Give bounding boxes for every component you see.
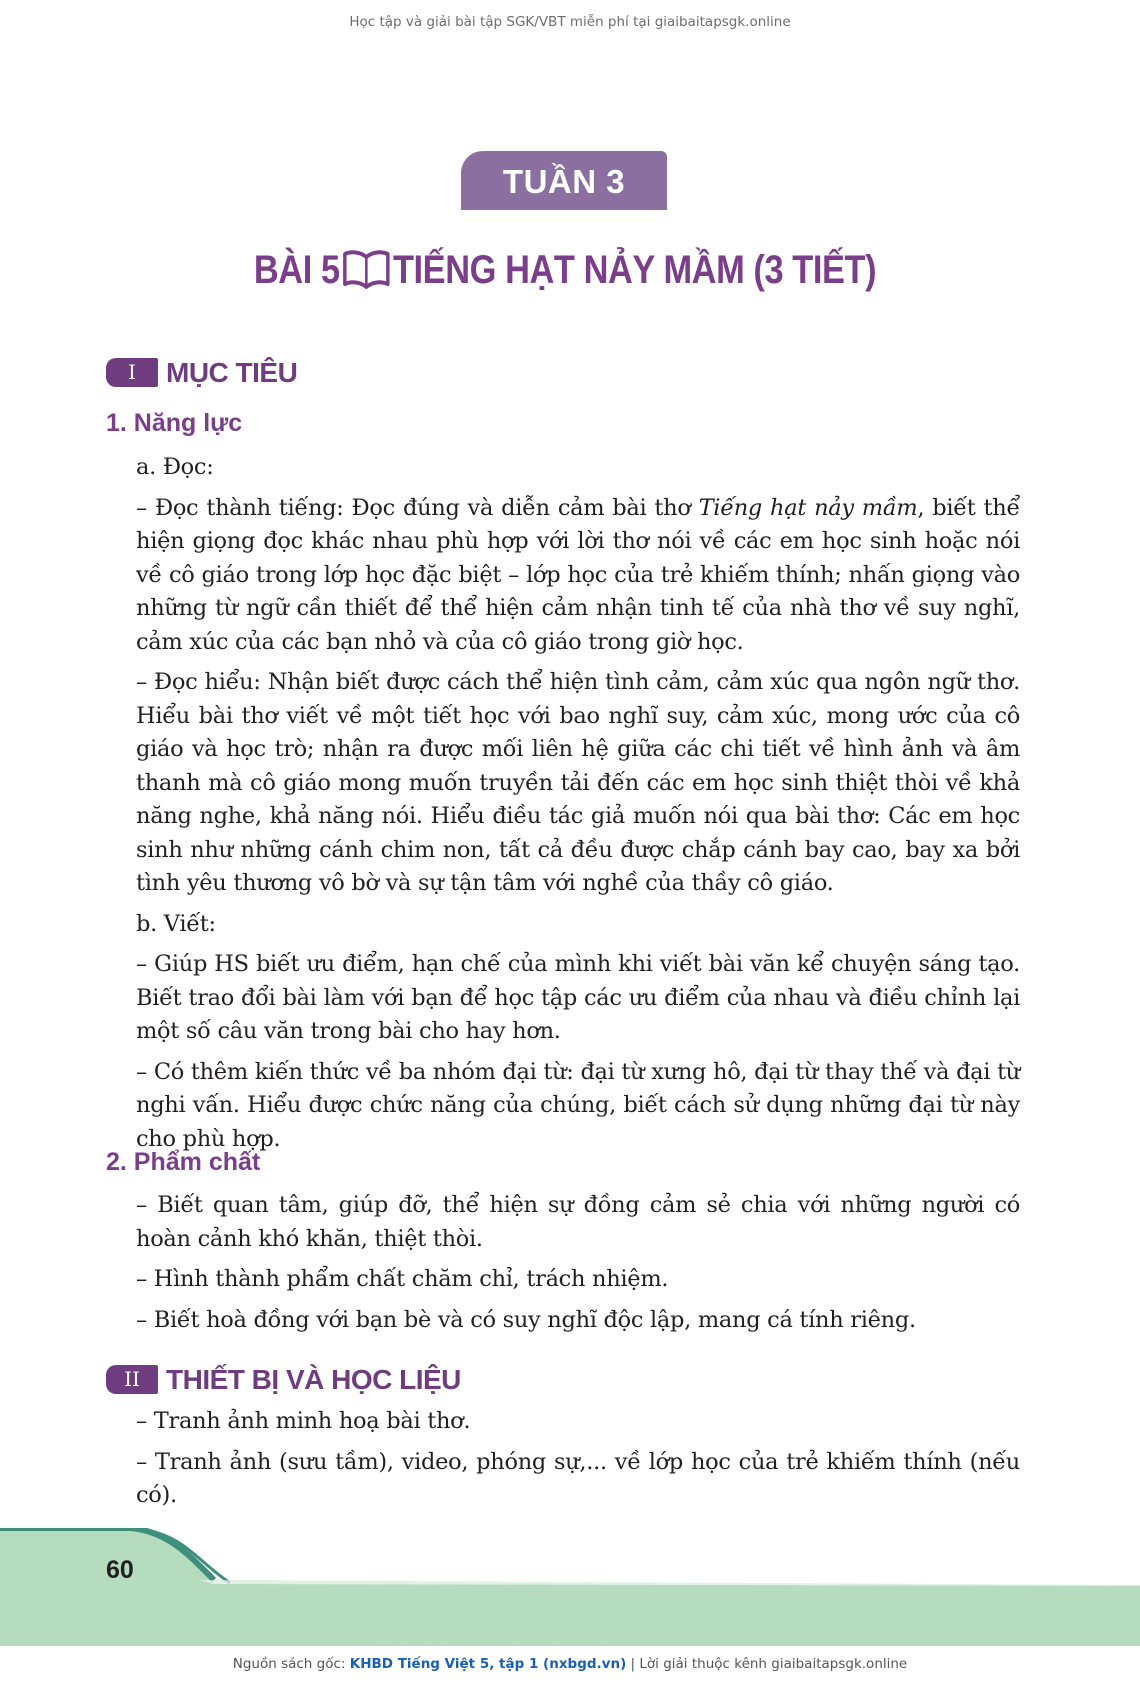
thiet-bi-content <box>136 1405 1020 1513</box>
text-run: – Đọc thành tiếng: Đọc đúng và diễn cảm bài thơ <box>136 494 699 521</box>
text-run: , biết thể hiện giọng đọc khác nhau phù hợp với lời thơ nói về các em học sinh hoặc nói về cô giáo trong lớp học đặc biệt – lớp học của trẻ khiếm thính; nhấn giọng vào những từ ngữ cần thiết để thể hiện cảm nhận tinh tế của nhà thơ về suy nghĩ, cảm xúc của các bạn nhỏ và của cô giáo trong giờ học. <box>136 494 1020 655</box>
open-book-icon <box>342 249 390 299</box>
lesson-prefix: BÀI 5 <box>253 248 340 292</box>
pham-chat-content <box>136 1189 1020 1337</box>
page-number: 60 <box>106 1556 134 1584</box>
footer-band <box>0 1528 1140 1646</box>
section-title: MỤC TIÊU <box>166 357 298 388</box>
label-doc: a. Đọc: <box>136 454 214 480</box>
list-item: – Hình thành phẩm chất chăm chỉ, trách nhiệm. <box>136 1266 669 1292</box>
footer-separator: | <box>626 1656 640 1672</box>
paragraph-doc-hieu: – Đọc hiểu: Nhận biết được cách thể hiện tình cảm, cảm xúc qua ngôn ngữ thơ. Hiểu bài thơ viết về một tiết học với bao nghĩ suy, cảm xúc, mong ước của cô giáo và học trò; nhận ra được mối liên hệ giữa các chi tiết về hình ảnh và âm thanh mà cô giáo mong muốn truyền tải đến các em học sinh thiệt thòi về khả năng nghe, khả năng nói. Hiểu điều tác giả muốn nói qua bài thơ: Các em học sinh như những cánh chim non, tất cả đều được chắp cánh bay cao, bay xa bởi tình yêu thương vô bờ và sự tận tâm với nghề của thầy cô giáo. <box>136 669 1020 896</box>
paragraph-doc-thanh-tieng <box>136 492 1020 660</box>
paragraph-viet-1: – Giúp HS biết ưu điểm, hạn chế của mình khi viết bài văn kể chuyện sáng tạo. Biết trao đổi bài làm với bạn để học tập các ưu điểm của nhau và điều chỉnh lại một số câu văn trong bài cho hay hơn. <box>136 951 1020 1044</box>
label-viet: b. Viết: <box>136 910 216 937</box>
section-numeral: I <box>106 358 158 387</box>
list-item: – Biết quan tâm, giúp đỡ, thể hiện sự đồng cảm sẻ chia với những người có hoàn cảnh khó khăn, thiệt thòi. <box>136 1192 1020 1252</box>
section-title: THIẾT BỊ VÀ HỌC LIỆU <box>166 1364 461 1395</box>
lesson-title <box>79 248 1051 299</box>
list-item: – Biết hoà đồng với bạn bè và có suy nghĩ độc lập, mang cá tính riêng. <box>136 1306 916 1333</box>
week-label: TUẦN 3 <box>461 151 667 210</box>
subheading-pham-chat: 2. Phẩm chất <box>106 1148 261 1176</box>
list-item: – Tranh ảnh minh hoạ bài thơ. <box>136 1408 471 1434</box>
subheading-nang-luc: 1. Năng lực <box>106 409 243 437</box>
footer-source-link[interactable]: KHBD Tiếng Việt 5, tập 1 (nxbgd.vn) <box>349 1656 627 1672</box>
section-numeral: II <box>106 1365 158 1394</box>
paragraph-viet-2: – Có thêm kiến thức về ba nhóm đại từ: đại từ xưng hô, đại từ thay thế và đại từ nghi vấn. Hiểu được chức năng của chúng, biết cách sử dụng những đại từ này cho phù hợp. <box>136 1058 1020 1152</box>
footer-suffix: Lời giải thuộc kênh giaibaitapsgk.online <box>639 1656 908 1672</box>
nang-luc-content <box>136 451 1020 1156</box>
lesson-title-text: TIẾNG HẠT NẢY MẦM (3 TIẾT) <box>392 248 877 292</box>
footer-prefix: Nguồn sách gốc: <box>232 1656 350 1672</box>
poem-title: Tiếng hạt nảy mầm <box>698 494 918 521</box>
footer-source <box>0 1656 1140 1672</box>
list-item: – Tranh ảnh (sưu tầm), video, phóng sự,... về lớp học của trẻ khiếm thính (nếu có). <box>136 1448 1020 1508</box>
header-note: Học tập và giải bài tập SGK/VBT miễn phí tại giaibaitapsgk.online <box>349 14 791 30</box>
